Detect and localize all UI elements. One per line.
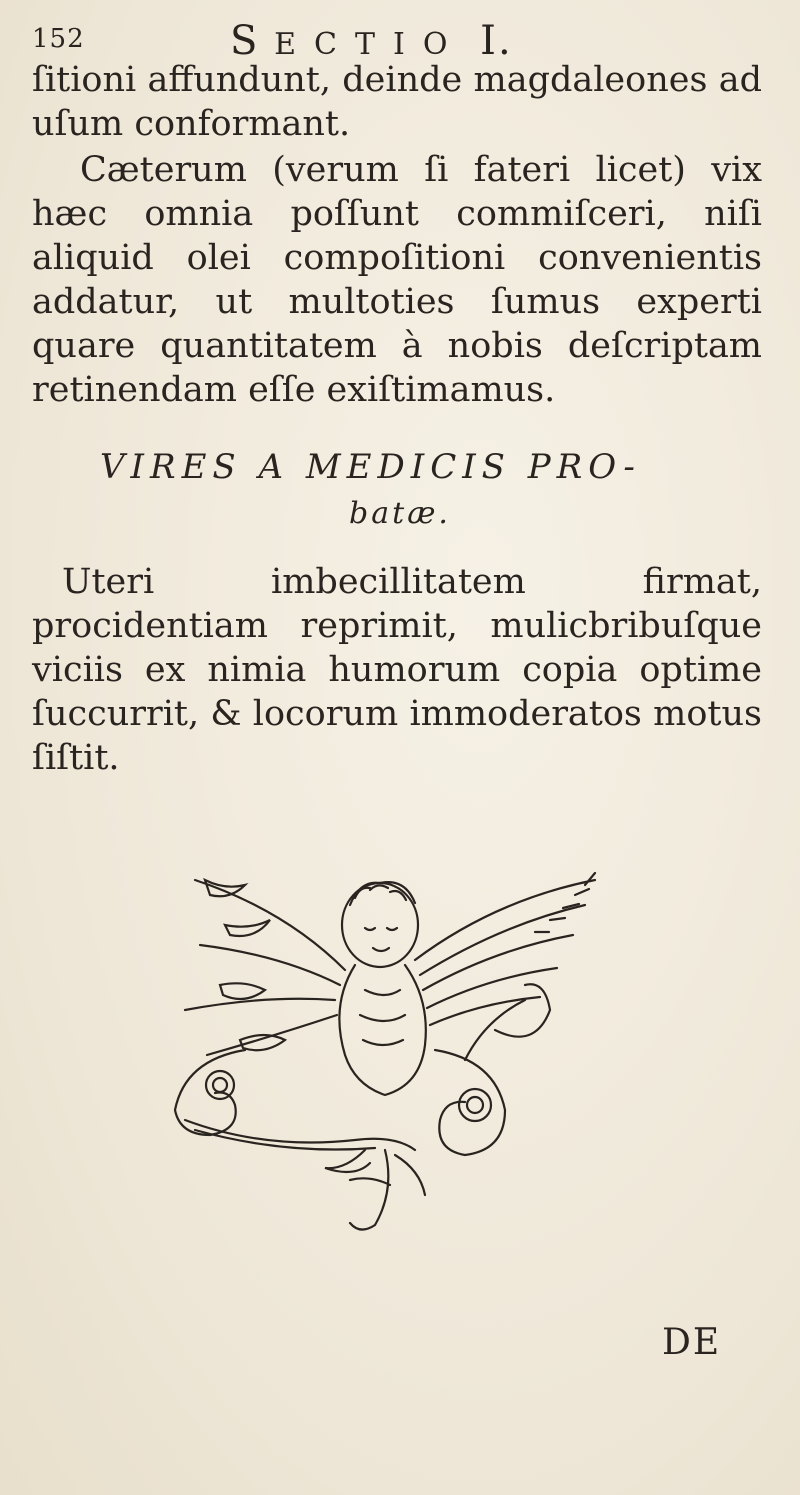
paragraph-uteri: Uteri imbecillitatem firmat, procidentiam reprimit, mulicbribuſque viciis ex nimia humorum copia optime ſuccurrit, & locorum immoderatos motus ſiſtit. xyxy=(32,562,762,778)
section-heading-line1: VIRES A MEDICIS PRO- xyxy=(100,447,641,487)
page-number: 152 xyxy=(32,24,85,54)
running-head-initial: S xyxy=(230,18,260,64)
running-head-number: I. xyxy=(480,18,513,64)
running-head-rest: ECTIO xyxy=(274,27,466,62)
winged-cherub-ornament-icon xyxy=(165,850,605,1240)
paragraph-continuation: ſitioni affundunt, deinde magdaleones ad uſum conformant. xyxy=(32,60,762,144)
catchword: DE xyxy=(662,1322,722,1363)
paragraph-caeterum: Cæterum (verum ſi fateri licet) vix hæc omnia poſſunt commiſceri, niſi aliquid olei compoſitioni convenientis addatur, ut multoties ſumus experti quare quantitatem à nobis deſcriptam retinendam eſſe exiſtimamus. xyxy=(32,150,762,410)
section-heading-line2: batæ. xyxy=(349,496,451,531)
